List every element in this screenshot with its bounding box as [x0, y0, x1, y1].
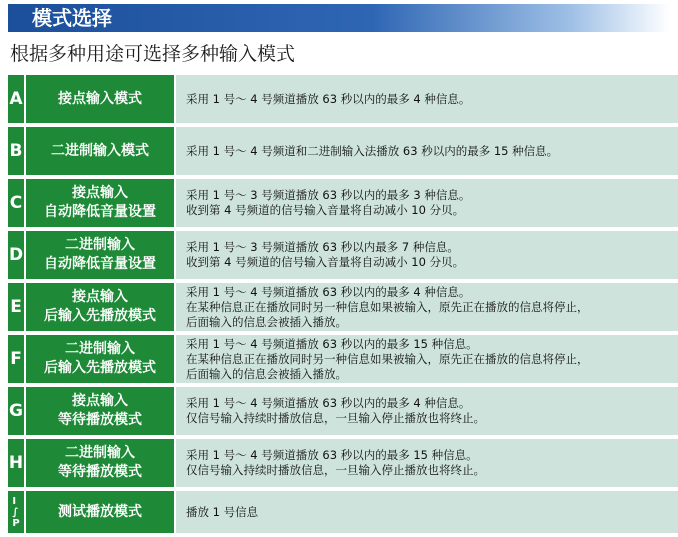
mode-name: 二进制输入 后输入先播放模式 [26, 335, 174, 383]
mode-row-e [8, 283, 678, 331]
mode-description: 采用 1 号～ 4 号频道播放 63 秒以内的最多 15 种信息。 在某种信息正在播放同时另一种信息如果被输入，原先正在播放的信息将停止， 后面输入的信息会被插入播放。 [176, 335, 678, 383]
mode-name: 接点输入 等待播放模式 [26, 387, 174, 435]
mode-row-isp [8, 491, 678, 533]
mode-letter: G [8, 387, 24, 435]
mode-letter: F [8, 335, 24, 383]
mode-row-c [8, 179, 678, 227]
mode-table [8, 75, 678, 537]
mode-row-a [8, 75, 678, 123]
mode-description: 采用 1 号～ 3 号频道播放 63 秒以内的最多 3 种信息。 收到第 4 号频道的信号输入音量将自动减小 10 分贝。 [176, 179, 678, 227]
mode-description: 采用 1 号～ 3 号频道播放 63 秒以内最多 7 种信息。 收到第 4 号频道的信号输入音量将自动减小 10 分贝。 [176, 231, 678, 279]
mode-row-b [8, 127, 678, 175]
mode-letter: E [8, 283, 24, 331]
page-title: 模式选择 [32, 6, 112, 30]
mode-description: 采用 1 号～ 4 号频道播放 63 秒以内的最多 4 种信息。 在某种信息正在播放同时另一种信息如果被输入，原先正在播放的信息将停止， 后面输入的信息会被插入播放。 [176, 283, 678, 331]
mode-description: 采用 1 号～ 4 号频道播放 63 秒以内的最多 15 种信息。 仅信号输入持续时播放信息，一旦输入停止播放也将终止。 [176, 439, 678, 487]
mode-row-h [8, 439, 678, 487]
mode-letter: I ∫ P [8, 491, 24, 533]
mode-description: 播放 1 号信息 [176, 491, 678, 533]
mode-name: 二进制输入 等待播放模式 [26, 439, 174, 487]
mode-description: 采用 1 号～ 4 号频道和二进制输入法播放 63 秒以内的最多 15 种信息。 [176, 127, 678, 175]
mode-row-g [8, 387, 678, 435]
mode-row-f [8, 335, 678, 383]
page-subtitle: 根据多种用途可选择多种输入模式 [10, 43, 296, 65]
mode-letter: C [8, 179, 24, 227]
mode-letter: D [8, 231, 24, 279]
mode-row-d [8, 231, 678, 279]
mode-description: 采用 1 号～ 4 号频道播放 63 秒以内的最多 4 种信息。 [176, 75, 678, 123]
mode-letter: H [8, 439, 24, 487]
mode-name: 测试播放模式 [26, 491, 174, 533]
mode-name: 接点输入 自动降低音量设置 [26, 179, 174, 227]
mode-letter: A [8, 75, 24, 123]
mode-name: 二进制输入模式 [26, 127, 174, 175]
mode-letter: B [8, 127, 24, 175]
mode-name: 接点输入模式 [26, 75, 174, 123]
mode-name: 二进制输入 自动降低音量设置 [26, 231, 174, 279]
title-bar [8, 4, 670, 32]
mode-name: 接点输入 后输入先播放模式 [26, 283, 174, 331]
mode-description: 采用 1 号～ 4 号频道播放 63 秒以内的最多 4 种信息。 仅信号输入持续时播放信息，一旦输入停止播放也将终止。 [176, 387, 678, 435]
